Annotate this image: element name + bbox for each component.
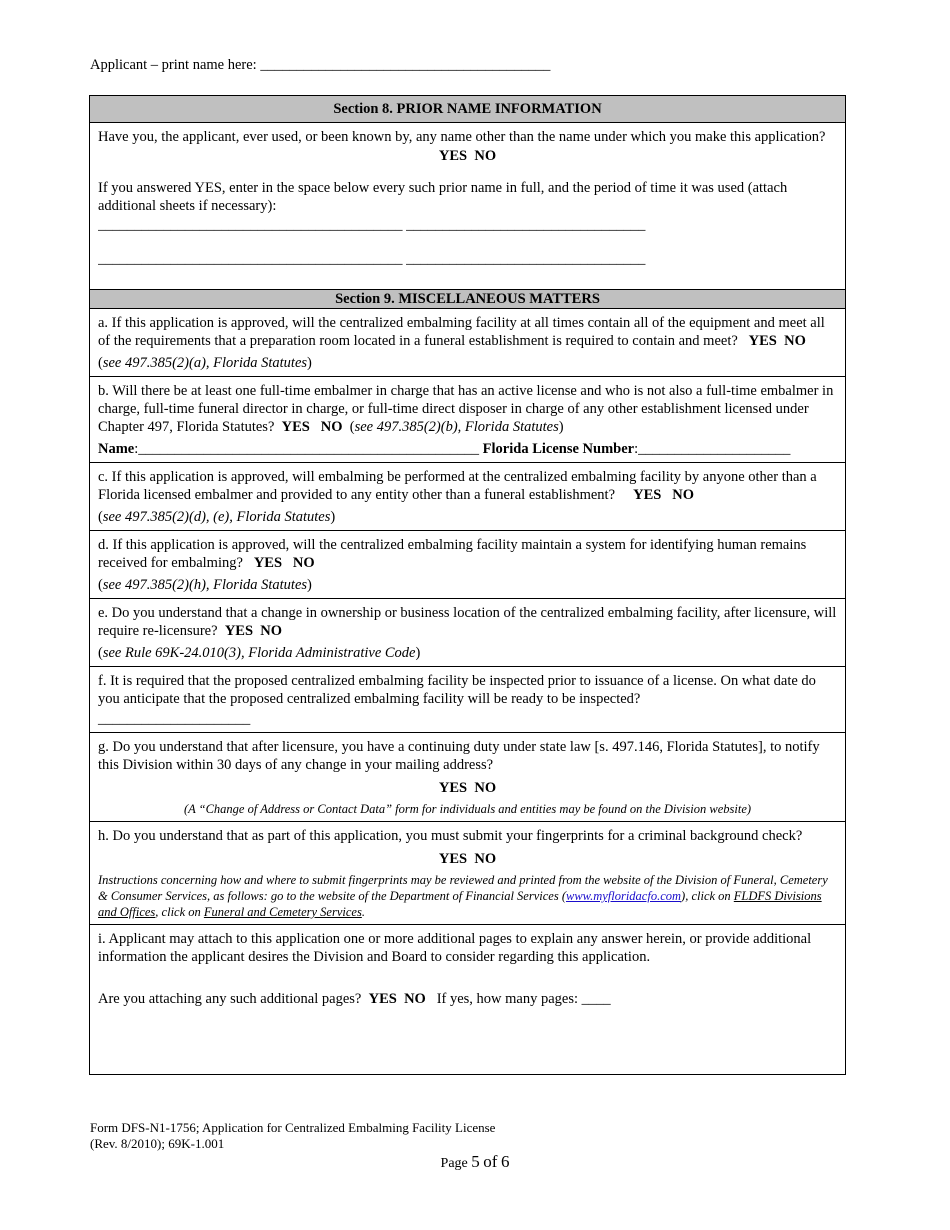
question-d: [90, 530, 845, 598]
name-blank[interactable]: _______________________________________________: [138, 441, 480, 457]
no-option[interactable]: NO: [404, 991, 426, 1007]
yes-option[interactable]: YES: [368, 991, 397, 1007]
question-f-text: f. It is required that the proposed centralized embalming facility be inspected prior to issuance of a license. On what date do you anticipate that the proposed centralized embalming facility will be ready to be inspected?: [98, 673, 816, 707]
question-i: [90, 924, 845, 1074]
question-b-text: b. Will there be at least one full-time embalmer in charge that has an active license and who is not also a full-time embalmer in charge, full-time funeral director in charge, or full-time direct disposer in charge of any other establishment licensed under Chapter 497, Florida Statutes? YES NO (see 497.385(2)(b), Florida Statutes): [98, 383, 834, 435]
question-h: [90, 821, 845, 924]
prior-name-yes-no: [98, 147, 837, 165]
license-number-label: Florida License Number: [482, 441, 635, 457]
page-count-blank[interactable]: If yes, how many pages: ____: [436, 991, 611, 1007]
no-option[interactable]: NO: [320, 419, 343, 435]
question-c-text: c. If this application is approved, will embalming be performed at the centralized embalming facility by anyone other than a Florida licensed embalmer and provided to any entity other than a funeral establishment? YES NO: [98, 469, 817, 503]
fingerprint-instructions: Instructions concerning how and where to submit fingerprints may be reviewed and printed from the website of the Division of Funeral, Cemetery & Consumer Services, as follows: go to the website of the Department of Financial Services (www.myfloridacfo.com), click on FLDFS Divisions and Offices, click on Funeral and Cemetery Services.: [98, 873, 828, 919]
question-e-citation: (see Rule 69K-24.010(3), Florida Administrative Code): [98, 645, 421, 661]
question-e: [90, 598, 845, 666]
prior-name-question: Have you, the applicant, ever used, or been known by, any name other than the name under which you make this application?: [98, 129, 826, 145]
no-option[interactable]: NO: [474, 851, 497, 867]
no-option[interactable]: NO: [292, 555, 315, 571]
question-h-text: h. Do you understand that as part of this application, you must submit your fingerprints for a criminal background check?: [98, 828, 803, 844]
applicant-name-line: [90, 56, 550, 74]
question-a-citation: (see 497.385(2)(a), Florida Statutes): [98, 355, 312, 371]
funeral-cemetery-link[interactable]: Funeral and Cemetery Services: [203, 905, 362, 919]
yes-option[interactable]: YES: [438, 780, 468, 796]
license-number-blank[interactable]: _____________________: [638, 441, 791, 457]
applicant-name-label: Applicant – print name here:: [90, 57, 261, 73]
no-option[interactable]: NO: [260, 623, 283, 639]
prior-name-blank-line[interactable]: __________________________________________ _________________________________: [98, 217, 646, 233]
section-8-title: Section 8. PRIOR NAME INFORMATION: [90, 96, 845, 123]
question-c-citation: (see 497.385(2)(d), (e), Florida Statutes): [98, 509, 336, 525]
question-a-text: a. If this application is approved, will the centralized embalming facility at all times contain all of the equipment and meet all of the requirements that a preparation room located in a funeral establishment is required to contain and meet? YES NO: [98, 315, 825, 349]
inspection-date-blank[interactable]: _____________________: [98, 711, 251, 727]
yes-option[interactable]: YES: [281, 419, 310, 435]
embalmer-name-license-line: Name:_______________________________________________ Florida License Number:_____________________: [98, 441, 791, 457]
form-footer: [90, 1120, 495, 1152]
question-i-text: i. Applicant may attach to this application one or more additional pages to explain any answer herein, or provide additional information the applicant desires the Division and Board to consider regarding this application.: [98, 931, 812, 965]
page-number: Page 5 of 6: [440, 1152, 510, 1171]
yes-option[interactable]: YES: [438, 148, 468, 164]
fldfs-divisions-link[interactable]: FLDFS Divisions and Offices: [98, 889, 822, 919]
change-of-address-note: (A “Change of Address or Contact Data” form for individuals and entities may be found on the Division website): [183, 802, 752, 816]
question-g: [90, 732, 845, 821]
dfs-website-link[interactable]: www.myfloridacfo.com: [565, 889, 682, 903]
section-9-title: Section 9. MISCELLANEOUS MATTERS: [90, 289, 845, 309]
form-number: Form DFS-N1-1756; Application for Centralized Embalming Facility License: [90, 1120, 496, 1135]
no-option[interactable]: NO: [672, 487, 694, 503]
yes-option[interactable]: YES: [224, 623, 254, 639]
section-8-body: [90, 123, 845, 289]
question-h-yes-no: [98, 850, 837, 868]
no-option[interactable]: NO: [784, 333, 806, 349]
form-table: [89, 95, 846, 1075]
yes-option[interactable]: YES: [438, 851, 468, 867]
no-option[interactable]: NO: [474, 780, 497, 796]
question-g-yes-no: [98, 779, 837, 797]
yes-option[interactable]: YES: [748, 333, 777, 349]
question-a: [90, 309, 845, 376]
additional-pages-line: Are you attaching any such additional pages? YES NO If yes, how many pages: ____: [98, 991, 611, 1007]
question-g-text: g. Do you understand that after licensure, you have a continuing duty under state law [s. 497.146, Florida Statutes], to notify this Division within 30 days of any change in your mailing address?: [98, 739, 820, 773]
question-e-text: e. Do you understand that a change in ownership or business location of the centralized embalming facility, after licensure, will require re-licensure? YES NO: [98, 605, 837, 639]
prior-name-blank-line[interactable]: __________________________________________ _________________________________: [98, 251, 646, 267]
question-b-citation: see 497.385(2)(b), Florida Statutes: [354, 419, 559, 435]
no-option[interactable]: NO: [474, 148, 497, 164]
yes-option[interactable]: YES: [633, 487, 662, 503]
question-d-citation: (see 497.385(2)(h), Florida Statutes): [98, 577, 312, 593]
applicant-name-blank[interactable]: ________________________________________: [260, 57, 551, 73]
question-c: [90, 462, 845, 530]
question-d-text: d. If this application is approved, will the centralized embalming facility maintain a system for identifying human remains received for embalming? YES NO: [98, 537, 807, 571]
name-label: Name: [98, 441, 135, 457]
prior-name-instruction: If you answered YES, enter in the space below every such prior name in full, and the period of time it was used (attach additional sheets if necessary):: [98, 180, 788, 214]
form-revision: (Rev. 8/2010); 69K-1.001: [90, 1136, 225, 1151]
yes-option[interactable]: YES: [253, 555, 283, 571]
question-f: [90, 666, 845, 732]
question-b: [90, 376, 845, 462]
